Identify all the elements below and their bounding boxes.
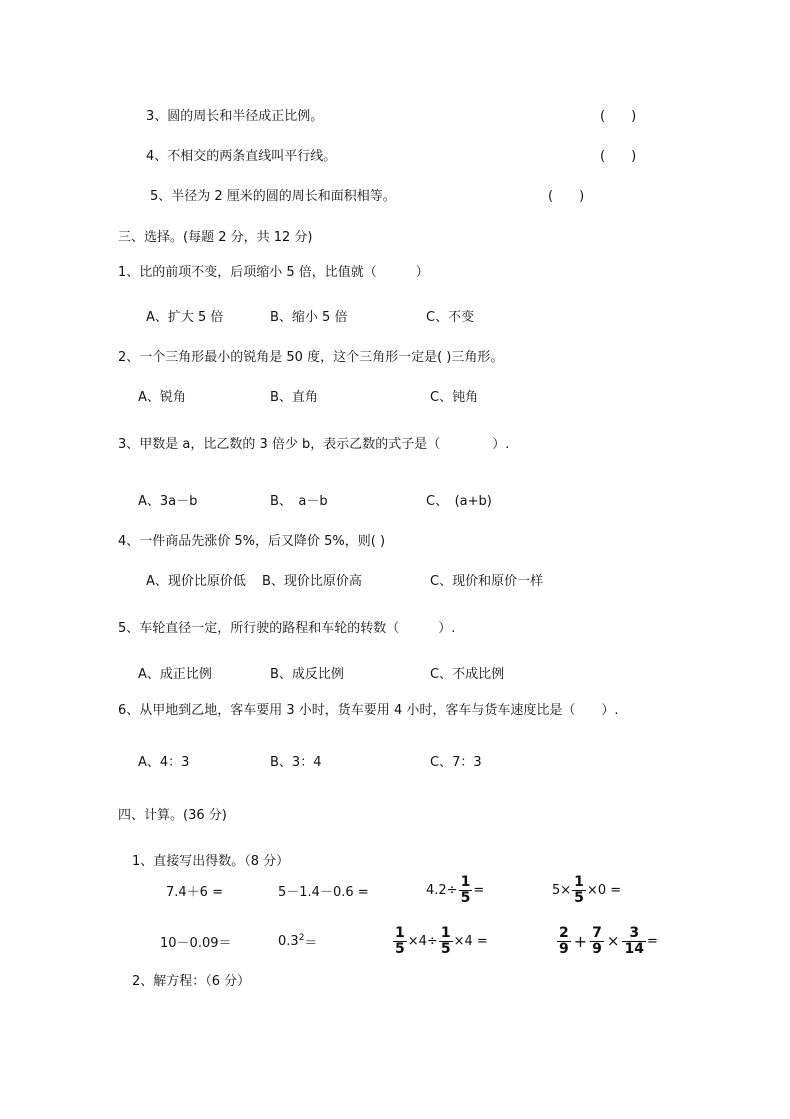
calc-row1-expr2 [278, 870, 369, 910]
choice-5-option-c[interactable]: C、不成比例 [430, 667, 505, 682]
expr-text: ×4÷ [407, 933, 438, 949]
calc-row2-expr3 [392, 921, 488, 961]
times-operator: × [606, 932, 620, 950]
calc-row2-expr4 [556, 921, 658, 961]
expr-text: 7.4＋6 = [166, 884, 223, 900]
choice-2-option-a[interactable]: A、锐角 [138, 390, 186, 405]
expr-text: 5× [552, 882, 572, 898]
choice-1-option-c[interactable]: C、不变 [426, 310, 475, 325]
plus-operator: + [573, 931, 588, 951]
choice-6-option-a[interactable]: A、4：3 [138, 755, 190, 770]
judge-item-3: 3、圆的周长和半径成正比例。 [146, 109, 324, 124]
fraction [439, 926, 453, 957]
choice-5-option-b[interactable]: B、成反比例 [270, 667, 344, 682]
fraction-denominator: 9 [559, 940, 569, 957]
choice-3-option-a[interactable]: A、3a－b [138, 494, 198, 509]
fraction-denominator: 5 [574, 889, 584, 906]
judge-answer-paren-4[interactable]: ( ) [600, 149, 637, 164]
choice-question-2: 2、一个三角形最小的锐角是 50 度，这个三角形一定是( )三角形。 [118, 350, 504, 365]
judge-item-5: 5、半径为 2 厘米的圆的周长和面积相等。 [150, 189, 396, 204]
choice-question-6: 6、从甲地到乙地，客车要用 3 小时，货车要用 4 小时，客车与货车速度比是（ ）. [118, 703, 619, 718]
choice-1-option-a[interactable]: A、扩大 5 倍 [146, 310, 224, 325]
section-heading-calc: 四、计算。(36 分) [118, 808, 227, 823]
choice-question-1: 1、比的前项不变，后项缩小 5 倍，比值就（ ） [118, 265, 429, 280]
section-heading-choice: 三、选择。(每题 2 分，共 12 分) [118, 230, 313, 245]
exponent: 2 [298, 933, 305, 943]
choice-5-option-a[interactable]: A、成正比例 [138, 667, 212, 682]
calc-row1-expr1 [166, 870, 223, 910]
fraction [557, 926, 571, 957]
calc-sub-heading-2: 2、解方程：（6 分） [132, 974, 251, 989]
expr-text: 10－0.09＝ [160, 935, 232, 951]
choice-2-option-c[interactable]: C、钝角 [430, 390, 479, 405]
fraction-denominator: 5 [395, 940, 405, 957]
expr-text: 4.2÷ [426, 882, 458, 898]
expr-text: ＝ [304, 935, 318, 951]
fraction-denominator: 5 [440, 940, 451, 957]
choice-question-3: 3、甲数是 a，比乙数的 3 倍少 b，表示乙数的式子是（ ）. [118, 437, 510, 452]
judge-answer-paren-5[interactable]: ( ) [548, 189, 585, 204]
fraction-numerator: 7 [592, 924, 602, 941]
expr-text: ×0 = [586, 882, 622, 898]
choice-4-option-a[interactable]: A、现价比原价低 [146, 574, 246, 589]
fraction [572, 875, 586, 906]
fraction-denominator: 5 [460, 889, 471, 906]
choice-4-option-b[interactable]: B、现价比原价高 [262, 574, 362, 589]
fraction-numerator: 1 [574, 873, 584, 890]
expr-text: ×4 = [453, 933, 488, 949]
fraction-numerator: 1 [460, 873, 471, 890]
fraction [393, 926, 407, 957]
expr-text: 0.3 [278, 933, 299, 949]
choice-3-option-b[interactable]: B、 a－b [270, 494, 328, 509]
choice-2-option-b[interactable]: B、直角 [270, 390, 318, 405]
expr-text: = [473, 882, 485, 898]
choice-1-option-b[interactable]: B、缩小 5 倍 [270, 310, 348, 325]
fraction-numerator: 1 [395, 924, 405, 941]
judge-answer-paren-3[interactable]: ( ) [600, 109, 637, 124]
choice-question-4: 4、一件商品先涨价 5%，后又降价 5%，则( ) [118, 534, 386, 549]
expr-text: = [646, 933, 658, 949]
fraction-numerator: 3 [629, 924, 640, 941]
calc-row1-expr4 [552, 870, 621, 910]
expr-text: 5－1.4－0.6 = [278, 884, 369, 900]
choice-3-option-c[interactable]: C、 (a+b) [426, 494, 492, 509]
calc-row2-expr2 [278, 921, 317, 961]
fraction-denominator: 14 [624, 940, 644, 957]
calc-row1-expr3 [426, 870, 484, 910]
fraction-denominator: 9 [592, 940, 602, 957]
choice-6-option-b[interactable]: B、3：4 [270, 755, 322, 770]
calc-row2-expr1 [160, 921, 232, 961]
fraction-numerator: 1 [440, 924, 451, 941]
fraction [459, 875, 473, 906]
fraction-numerator: 2 [559, 924, 569, 941]
choice-6-option-c[interactable]: C、7：3 [430, 755, 482, 770]
choice-4-option-c[interactable]: C、现价和原价一样 [430, 574, 544, 589]
calc-sub-heading-1: 1、直接写出得数。（8 分） [132, 854, 290, 869]
choice-question-5: 5、车轮直径一定，所行驶的路程和车轮的转数（ ）. [118, 621, 456, 636]
fraction [622, 926, 645, 957]
fraction [590, 926, 604, 957]
judge-item-4: 4、不相交的两条直线叫平行线。 [146, 149, 337, 164]
